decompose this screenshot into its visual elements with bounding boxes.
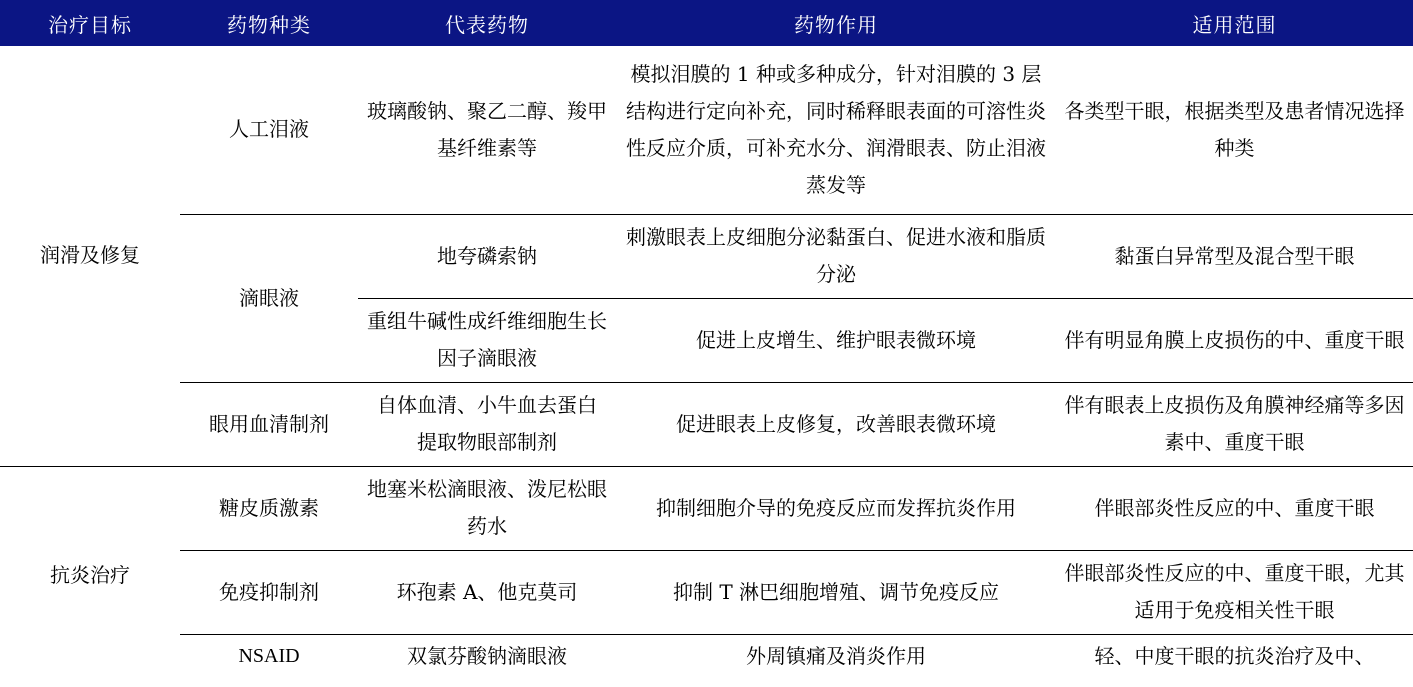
drug-label: 双氯芬酸钠滴眼液: [407, 643, 567, 668]
drug-cell: [358, 298, 616, 382]
category-label: 人工泪液: [229, 117, 309, 142]
drug-label: 重组牛碱性成纤维细胞生长因子滴眼液: [367, 309, 607, 370]
scope-label: 轻、中度干眼的抗炎治疗及中、: [1094, 643, 1375, 668]
effect-cell: [616, 46, 1056, 214]
drug-cell: [358, 46, 616, 214]
category-label: NSAID: [238, 644, 300, 667]
effect-cell: [616, 634, 1056, 684]
scope-label: 伴有明显角膜上皮损伤的中、重度干眼: [1064, 327, 1405, 352]
category-label: 滴眼液: [239, 285, 299, 310]
scope-label: 伴眼部炎性反应的中、重度干眼，尤其适用于免疫相关性干眼: [1064, 561, 1405, 622]
drug-cell: [358, 634, 616, 684]
scope-label: 黏蛋白异常型及混合型干眼: [1114, 243, 1355, 268]
group-target-label: 抗炎治疗: [50, 562, 130, 587]
effect-cell: [616, 550, 1056, 634]
group-target-cell: [0, 466, 180, 684]
scope-label: 伴眼部炎性反应的中、重度干眼: [1094, 495, 1375, 520]
table-row: [0, 466, 1413, 550]
drug-label: 自体血清、小牛血去蛋白 提取物眼部制剂: [377, 393, 597, 454]
scope-label: 伴有眼表上皮损伤及角膜神经痛等多因素中、重度干眼: [1064, 393, 1405, 454]
category-cell: [180, 634, 358, 684]
drug-label: 玻璃酸钠、聚乙二醇、羧甲基纤维素等: [367, 98, 607, 160]
scope-cell: [1056, 214, 1413, 298]
group-target-cell: [0, 46, 180, 466]
effect-label: 外周镇痛及消炎作用: [746, 643, 926, 668]
table-row: [0, 46, 1413, 214]
scope-cell: [1056, 382, 1413, 466]
effect-cell: [616, 466, 1056, 550]
header-drug: 代表药物: [358, 0, 616, 46]
header-scope: 适用范围: [1056, 0, 1413, 46]
drug-label: 地夸磷索钠: [437, 243, 537, 268]
effect-label: 促进眼表上皮修复，改善眼表微环境: [676, 411, 996, 436]
scope-cell: [1056, 46, 1413, 214]
drug-cell: [358, 382, 616, 466]
drug-cell: [358, 214, 616, 298]
effect-label: 抑制 T 淋巴细胞增殖、调节免疫反应: [672, 579, 1000, 604]
header-category: 药物种类: [180, 0, 358, 46]
category-cell: [180, 214, 358, 382]
effect-label: 抑制细胞介导的免疫反应而发挥抗炎作用: [656, 495, 1016, 520]
header-row: [0, 0, 1413, 46]
scope-cell: [1056, 550, 1413, 634]
scope-cell: [1056, 466, 1413, 550]
table-row: [0, 214, 1413, 298]
drug-cell: [358, 550, 616, 634]
category-label: 免疫抑制剂: [219, 579, 319, 604]
category-cell: [180, 46, 358, 214]
category-label: 眼用血清制剂: [209, 411, 329, 436]
scope-cell: [1056, 634, 1413, 684]
table-row: [0, 550, 1413, 634]
header-target: 治疗目标: [0, 0, 180, 46]
effect-cell: [616, 382, 1056, 466]
group-target-label: 润滑及修复: [40, 243, 140, 268]
effect-label: 促进上皮增生、维护眼表微环境: [696, 327, 976, 352]
effect-cell: [616, 298, 1056, 382]
drug-label: 地塞米松滴眼液、泼尼松眼药水: [367, 477, 607, 538]
effect-label: 模拟泪膜的 1 种或多种成分，针对泪膜的 3 层结构进行定向补充，同时稀释眼表面的可溶性炎性反应介质，可补充水分、润滑眼表、防止泪液蒸发等: [626, 61, 1046, 197]
drug-label: 环孢素 A、他克莫司: [396, 579, 578, 604]
scope-label: 各类型干眼，根据类型及患者情况选择种类: [1064, 98, 1405, 160]
category-cell: [180, 382, 358, 466]
effect-label: 刺激眼表上皮细胞分泌黏蛋白、促进水液和脂质分泌: [626, 225, 1046, 286]
table-row: [0, 634, 1413, 684]
drug-cell: [358, 466, 616, 550]
scope-cell: [1056, 298, 1413, 382]
table-row: [0, 382, 1413, 466]
header-effect: 药物作用: [616, 0, 1056, 46]
category-cell: [180, 550, 358, 634]
effect-cell: [616, 214, 1056, 298]
category-label: 糖皮质激素: [219, 495, 319, 520]
category-cell: [180, 466, 358, 550]
